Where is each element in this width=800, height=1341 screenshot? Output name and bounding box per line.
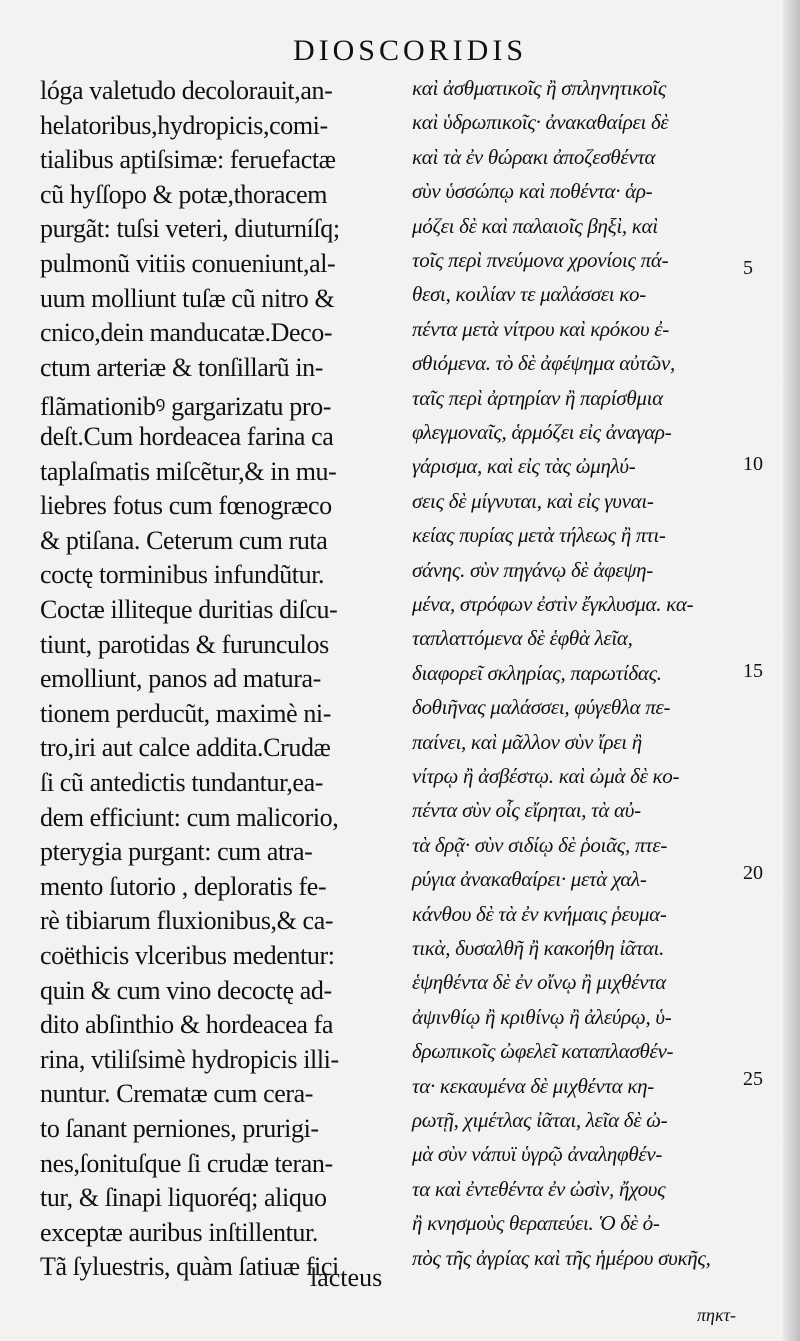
margin-number: 10 [743, 453, 763, 475]
text-line: πέντα μετὰ νίτρου καὶ κρόκου ἐ- [412, 316, 669, 341]
text-line: deſt.Cum hordeacea farina ca [40, 422, 334, 451]
text-line: tialibus aptiſsimæ: feruefactæ [40, 145, 336, 175]
text-line: τα· κεκαυμένα δὲ μιχθέντα κη- [412, 1073, 654, 1098]
margin-number: 5 [743, 257, 753, 279]
text-line: ἢ κνησμοὺς θεραπεύει. Ὁ δὲ ὀ- [412, 1211, 660, 1236]
text-line: ρωτῇ, χιμέτλας ἰᾶται, λεῖα δὲ ὠ- [412, 1108, 668, 1132]
text-line: κείας πυρίας μετὰ τήλεως ἢ πτι- [412, 523, 666, 548]
text-line: δοθιῆνας μαλάσσει, φύγεθλα πε- [412, 695, 671, 720]
text-line: coctę torminibus infundũtur. [40, 560, 325, 590]
text-line: πέντα σὺν οἷς εἴρηται, τὰ αὐ- [412, 798, 641, 823]
text-line: uum molliunt tuſæ cũ nitro & [40, 283, 335, 313]
text-line: καὶ ὑδρωπικοῖς· ἀνακαθαίρει δὲ [412, 110, 669, 135]
latin-catchword: lacteus [310, 1263, 383, 1292]
text-line: dito abſinthio & hordeacea fa [40, 1010, 334, 1040]
greek-catchword: πηκτ- [697, 1305, 737, 1325]
text-line: Tã ſyluestris, quàm ſatiuæ fici [40, 1252, 339, 1282]
text-line: τὰ δρᾷ· σὺν σιδίῳ δὲ ῥοιᾶς, πτε- [412, 832, 668, 857]
text-line: tiunt, parotidas & furunculos [40, 629, 329, 659]
text-line: rina, vtiliſsimè hydropicis illi- [40, 1044, 339, 1074]
text-line: θεσι, κοιλίαν τε μαλάσσει κο- [412, 282, 646, 307]
text-line: exceptæ auribus inſtillentur. [40, 1217, 318, 1247]
text-line: helatoribus,hydropicis,comi- [40, 110, 328, 140]
text-line: σεις δὲ μίγνυται, καὶ εἰς γυναι- [412, 488, 654, 513]
text-line: taplaſmatis miſcẽtur,& in mu- [40, 456, 337, 486]
text-line: τοῖς περὶ πνεύμονα χρονίοις πά- [412, 248, 669, 272]
page-edge [783, 0, 800, 1341]
text-line: ταπλαττόμενα δὲ ἑφθὰ λεῖα, [412, 626, 633, 651]
text-line: ſi cũ antedictis tundantur,ea- [40, 768, 323, 797]
margin-number: 25 [743, 1068, 763, 1090]
text-line: μόζει δὲ καὶ παλαιοῖς βηξὶ, καὶ [412, 213, 658, 238]
text-line: pterygia purgant: cum atra- [40, 837, 313, 867]
text-line: διαφορεῖ σκληρίας, παρωτίδας. [412, 660, 662, 685]
text-line: ρύγια ἀνακαθαίρει· μετὰ χαλ- [412, 867, 647, 892]
text-line: cnico,dein manducatæ.Deco- [40, 318, 333, 348]
text-line: μὰ σὺν νάπυϊ ὑγρῷ ἀναληφθέν- [412, 1142, 663, 1167]
text-line: coëthicis vlceribus medentur: [40, 941, 335, 970]
text-line: σθιόμενα. τὸ δὲ ἀφέψημα αὐτῶν, [412, 351, 675, 376]
text-line: καὶ ἀσθματικοῖς ἢ σπληνητικοῖς [412, 76, 667, 100]
text-line: quin & cum vino decoctę ad- [40, 975, 332, 1005]
text-line: nuntur. Crematæ cum cera- [40, 1079, 314, 1109]
text-line: ἀψινθίῳ ἢ κριθίνῳ ἢ ἀλεύρῳ, ὑ- [412, 1004, 672, 1029]
text-line: flãmationibꝰ gargarizatu pro- [40, 392, 331, 422]
text-line: cũ hyſſopo & potæ,thoracem [40, 179, 328, 209]
text-line: πὸς τῆς ἀγρίας καὶ τῆς ἡμέρου συκῆς, [412, 1245, 711, 1270]
text-line: rè tibiarum fluxionibus,& ca- [40, 906, 334, 936]
margin-number: 15 [743, 660, 763, 682]
text-line: τικὰ, δυσαλθῆ ἢ κακοήθη ἰᾶται. [412, 936, 665, 960]
text-line: μένα, στρόφων ἐστὶν ἔγκλυσμα. κα- [412, 592, 694, 616]
margin-number: 20 [743, 862, 763, 884]
text-line: liebres fotus cum fœnogræco [40, 491, 332, 521]
text-line: tro,iri aut calce addita.Crudæ [40, 733, 331, 763]
text-line: pulmonũ vitiis conueniunt,al- [40, 249, 336, 278]
text-line: δρωπικοῖς ὠφελεῖ καταπλασθέν- [412, 1039, 674, 1064]
text-line: dem efficiunt: cum malicorio, [40, 802, 339, 832]
text-line: κάνθου δὲ τὰ ἐν κνήμαις ῥευμα- [412, 901, 667, 926]
text-line: emolliunt, panos ad matura- [40, 664, 321, 694]
text-line: φλεγμοναῖς, ἁρμόζει εἰς ἀναγαρ- [412, 420, 672, 444]
text-line: ταῖς περὶ ἀρτηρίαν ἢ παρίσθμια [412, 385, 663, 410]
text-line: tur, & ſinapi liquoréq; aliquo [40, 1183, 327, 1213]
text-line: σάνης. σὺν πηγάνῳ δὲ ἀφεψη- [412, 557, 653, 582]
text-line: to ſanant perniones, prurigi- [40, 1114, 319, 1143]
text-line: & ptiſana. Ceterum cum ruta [40, 525, 328, 555]
text-line: lóga valetudo decolorauit,an- [40, 76, 333, 105]
text-line: nes,ſonituſque ſi crudæ teran- [40, 1148, 333, 1178]
running-head [0, 34, 800, 68]
page-title: DIOSCORIDIS [292, 34, 528, 67]
text-line: ἑψηθέντα δὲ ἐν οἴνῳ ἢ μιχθέντα [412, 970, 667, 995]
text-line: tionem perducũt, maximè ni- [40, 698, 332, 728]
text-line: καὶ τὰ ἐν θώρακι ἀποζεσθέντα [412, 144, 656, 169]
text-line: γάρισμα, καὶ εἰς τὰς ὠμηλύ- [412, 454, 636, 479]
text-line: purgãt: tuſsi veteri, diuturníſq; [40, 214, 340, 244]
text-line: mento ſutorio , deploratis fe- [40, 871, 327, 901]
text-line: τα καὶ ἐντεθέντα ἐν ὠσὶν, ἤχους [412, 1176, 666, 1201]
text-line: παίνει, καὶ μᾶλλον σὺν ἴρει ἢ [412, 729, 642, 754]
text-line: ctum arteriæ & tonſillarũ in- [40, 352, 323, 382]
text-line: νίτρῳ ἢ ἀσβέστῳ. καὶ ὠμὰ δὲ κο- [412, 764, 680, 788]
text-line: Coctæ illiteque duritias diſcu- [40, 595, 338, 624]
text-line: σὺν ὑσσώπῳ καὶ ποθέντα· ἁρ- [412, 179, 653, 204]
